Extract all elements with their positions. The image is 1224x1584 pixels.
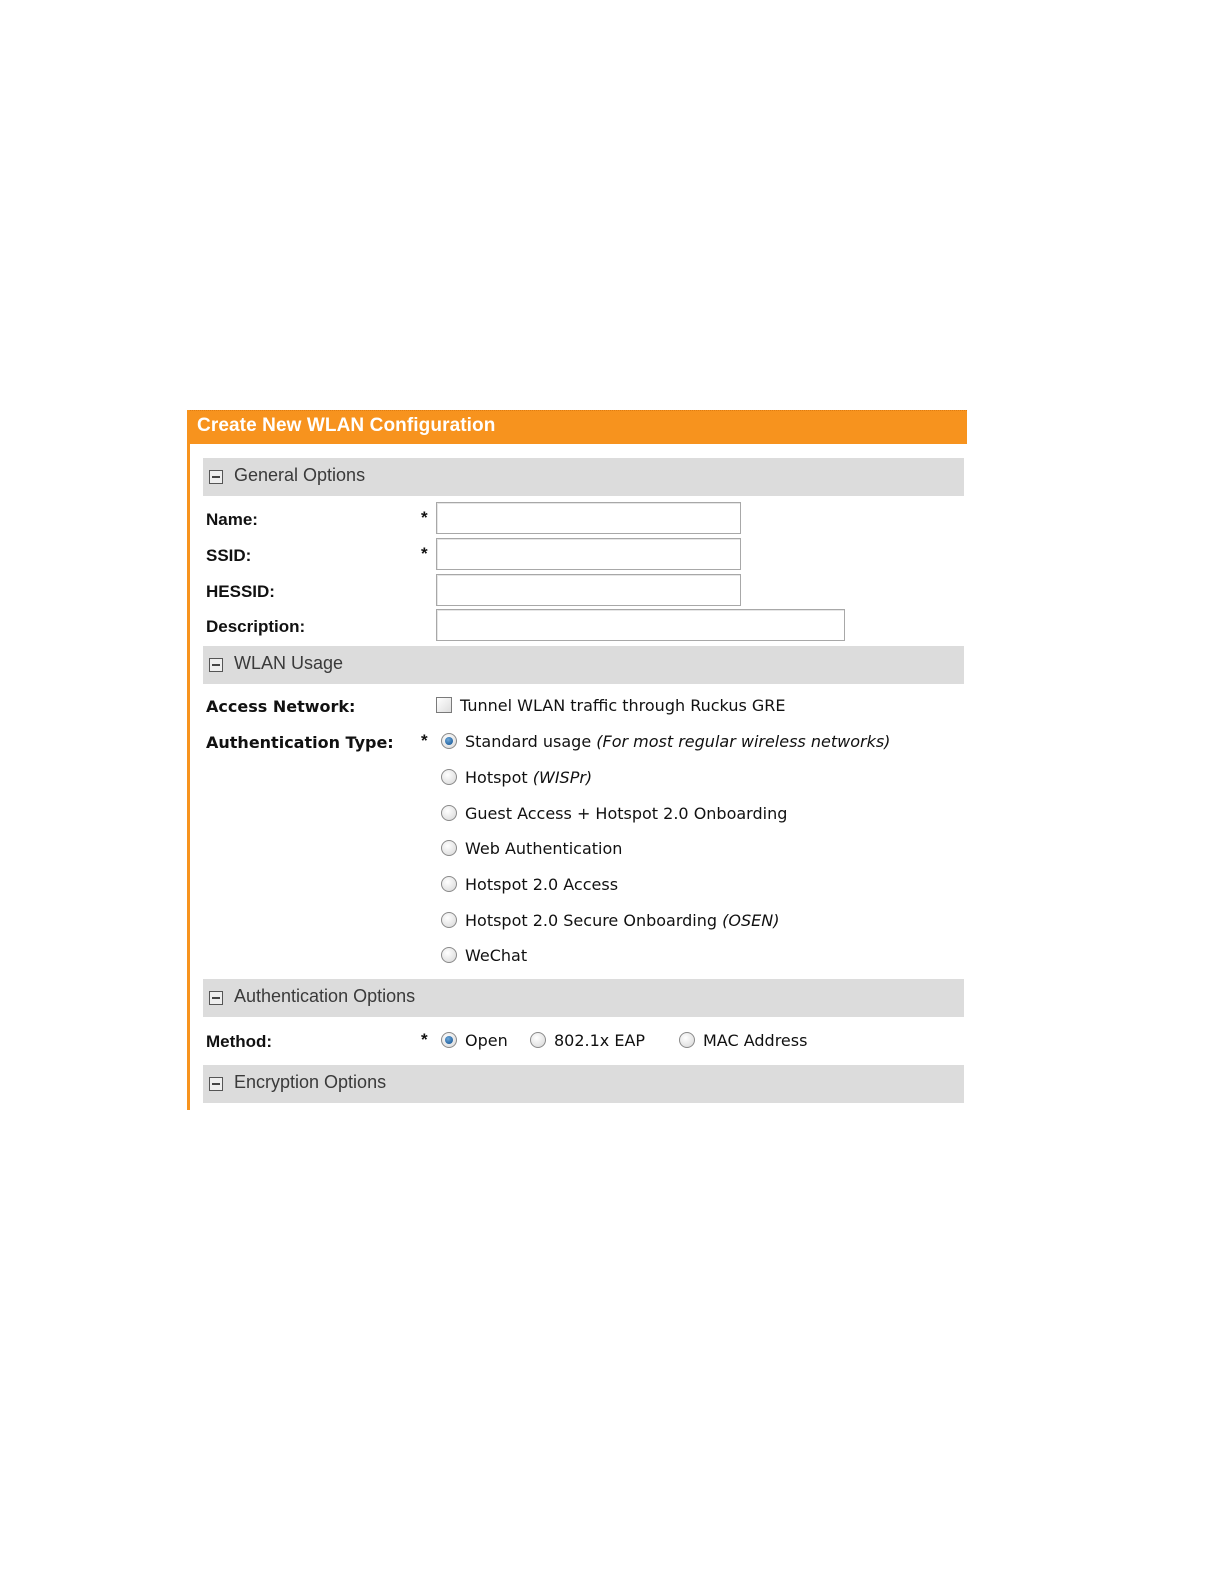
required-marker: * — [421, 1030, 428, 1049]
option-label: Hotspot 2.0 Secure Onboarding — [465, 911, 718, 930]
auth-type-hs20-osen[interactable] — [441, 911, 779, 933]
option-label: 802.1x EAP — [554, 1031, 646, 1050]
radio-icon[interactable] — [441, 769, 457, 785]
collapse-icon[interactable] — [209, 991, 223, 1005]
radio-icon[interactable] — [679, 1032, 695, 1048]
method-label: Method: — [206, 1032, 273, 1051]
section-title: Encryption Options — [234, 1072, 387, 1092]
option-label: Hotspot — [465, 768, 528, 787]
method-open[interactable] — [441, 1031, 508, 1053]
description-label: Description: — [206, 617, 306, 636]
option-label: WeChat — [465, 946, 528, 965]
section-title: WLAN Usage — [234, 653, 344, 673]
description-input[interactable] — [436, 609, 845, 641]
radio-selected-icon[interactable] — [441, 1032, 457, 1048]
section-authentication-options[interactable] — [203, 979, 964, 1017]
collapse-icon[interactable] — [209, 658, 223, 672]
radio-icon[interactable] — [441, 947, 457, 963]
access-network-label: Access Network: — [206, 697, 356, 716]
required-marker: * — [421, 731, 428, 750]
radio-icon[interactable] — [441, 840, 457, 856]
radio-icon[interactable] — [441, 912, 457, 928]
radio-icon[interactable] — [441, 876, 457, 892]
auth-type-web-auth[interactable] — [441, 839, 622, 861]
required-marker: * — [421, 508, 428, 527]
option-label: Web Authentication — [465, 839, 623, 858]
auth-type-label: Authentication Type: — [206, 733, 394, 752]
tunnel-gre-checkbox[interactable] — [436, 697, 452, 713]
name-input[interactable] — [436, 502, 741, 534]
auth-type-hotspot[interactable] — [441, 768, 592, 790]
auth-type-hs20-access[interactable] — [441, 875, 618, 897]
hessid-label: HESSID: — [206, 582, 275, 601]
hessid-input[interactable] — [436, 574, 741, 606]
option-label: MAC Address — [703, 1031, 808, 1050]
radio-icon[interactable] — [441, 805, 457, 821]
method-8021x-eap[interactable] — [530, 1031, 645, 1053]
option-note: (For most regular wireless networks) — [596, 732, 891, 751]
auth-type-guest-hs20-onboarding[interactable] — [441, 804, 787, 826]
auth-type-wechat[interactable] — [441, 946, 527, 968]
option-label: Open — [465, 1031, 508, 1050]
page-title: Create New WLAN Configuration — [197, 415, 496, 436]
radio-selected-icon[interactable] — [441, 733, 457, 749]
radio-icon[interactable] — [530, 1032, 546, 1048]
option-label: Guest Access + Hotspot 2.0 Onboarding — [465, 804, 788, 823]
collapse-icon[interactable] — [209, 470, 223, 484]
option-label: Standard usage — [465, 732, 592, 751]
section-general-options[interactable] — [203, 458, 964, 496]
option-note: (OSEN) — [722, 911, 780, 930]
name-label: Name: — [206, 510, 258, 529]
option-note: (WISPr) — [532, 768, 593, 787]
option-label: Hotspot 2.0 Access — [465, 875, 619, 894]
tunnel-gre-option[interactable] — [436, 696, 786, 718]
auth-type-standard[interactable] — [441, 732, 890, 754]
collapse-icon[interactable] — [209, 1077, 223, 1091]
ssid-label: SSID: — [206, 546, 252, 565]
ssid-input[interactable] — [436, 538, 741, 570]
section-wlan-usage[interactable] — [203, 646, 964, 684]
title-bar — [190, 410, 967, 444]
section-encryption-options[interactable] — [203, 1065, 964, 1103]
method-mac-address[interactable] — [679, 1031, 807, 1053]
section-title: General Options — [234, 465, 366, 485]
section-title: Authentication Options — [234, 986, 416, 1006]
wlan-config-panel — [187, 410, 964, 1110]
tunnel-gre-label: Tunnel WLAN traffic through Ruckus GRE — [460, 696, 786, 715]
required-marker: * — [421, 544, 428, 563]
